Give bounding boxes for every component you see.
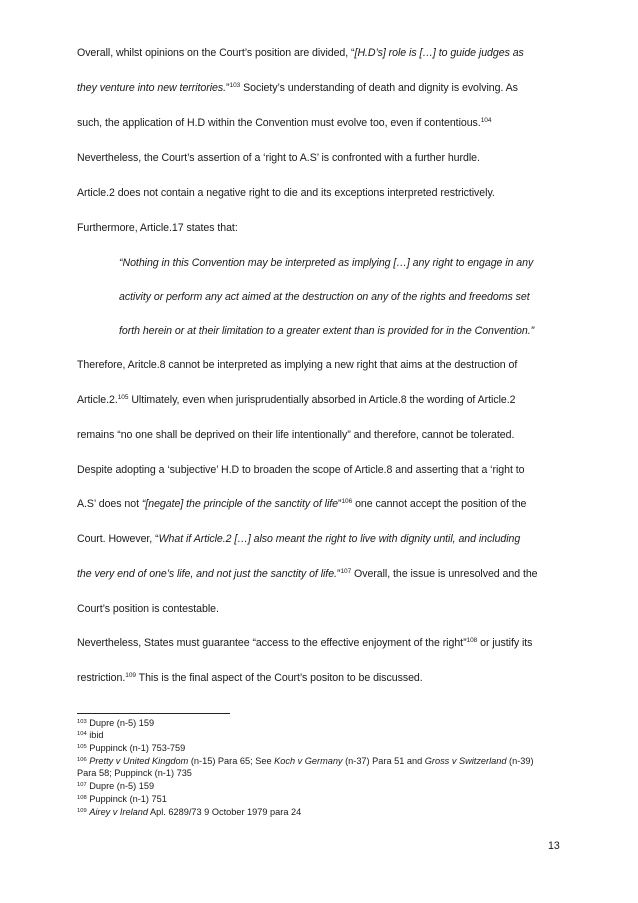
footnote-line: $^{109}$ Airey v Ireland Apl. 6289/73 9 October 1979 para 24 [77, 807, 302, 817]
footnote-marker: 106 [341, 498, 353, 505]
footnote-marker: 103 [77, 719, 87, 725]
body-line: Court. However, “What if Article.2 […] also meant the right to live with dignity until, and including [77, 533, 521, 545]
footnote-line: $^{106}$ Pretty v United Kingdom (n-15) Para 65; See Koch v Germany (n-37) Para 51 and Gross v Switzerland (n-39) [77, 756, 534, 766]
body-line: Court’s position is contestable. [77, 603, 219, 615]
footnote-line: $^{107}$ Dupre (n-5) 159 [77, 781, 155, 791]
body-line: restriction.$^{109}$ This is the final aspect of the Court’s positon to be discussed. [77, 672, 423, 684]
body-line: Overall, whilst opinions on the Court’s position are divided, “[H.D’s] role is […] to guide judges as [77, 47, 524, 59]
footnote-marker: 104 [77, 731, 87, 737]
body-line: Despite adopting a ‘subjective’ H.D to broaden the scope of Article.8 and asserting that a ‘right to [77, 464, 525, 476]
footnote-marker: 106 [77, 757, 87, 763]
footnote-marker: 109 [77, 808, 87, 814]
body-line: Nevertheless, the Court’s assertion of a ‘right to A.S’ is confronted with a further hurdle. [77, 152, 480, 164]
footnote-marker: 105 [117, 394, 129, 401]
footnote-marker: 107 [77, 782, 87, 788]
body-line: remains “no one shall be deprived on their life intentionally” and therefore, cannot be tolerated. [77, 429, 515, 441]
body-line: the very end of one’s life, and not just the sanctity of life.”$^{107}$ Overall, the issue is unresolved and the [77, 568, 538, 580]
quote-line: forth herein or at their limitation to a greater extent than is provided for in the Convention.” [119, 325, 535, 337]
body-line: such, the application of H.D within the Convention must evolve too, even if contentious.$^{104}$ [77, 117, 492, 129]
footnote-marker: 105 [77, 744, 87, 750]
footnote-marker: 107 [340, 568, 352, 575]
page-number: 13 [548, 840, 560, 852]
footnote-line: $^{105}$ Puppinck (n-1) 753-759 [77, 743, 186, 753]
body-line: Furthermore, Article.17 states that: [77, 222, 238, 234]
body-line: Article.2 does not contain a negative right to die and its exceptions interpreted restrictively. [77, 187, 495, 199]
footnote-line: $^{108}$ Puppinck (n-1) 751 [77, 794, 167, 804]
body-line: Therefore, Aritcle.8 cannot be interpreted as implying a new right that aims at the destruction of [77, 359, 518, 371]
footnote-marker: 103 [229, 82, 241, 89]
footnote-line: Para 58; Puppinck (n-1) 735 [77, 768, 192, 778]
footnote-separator [77, 713, 230, 714]
footnote-line: $^{103}$ Dupre (n-5) 159 [77, 718, 155, 728]
body-line: they venture into new territories.”$^{103}$ Society’s understanding of death and dignity is evolving. As [77, 82, 518, 94]
footnote-marker: 109 [125, 672, 136, 679]
quote-line: activity or perform any act aimed at the destruction on any of the rights and freedoms set [119, 291, 530, 303]
body-line: A.S’ does not “[negate] the principle of the sanctity of life”$^{106}$ one cannot accept the position of the [77, 498, 527, 510]
footnote-marker: 104 [480, 117, 492, 124]
body-line: Nevertheless, States must guarantee “access to the effective enjoyment of the right”$^{108}$ or justify its [77, 637, 533, 649]
footnote-marker: 108 [466, 637, 478, 644]
footnote-marker: 108 [77, 795, 87, 801]
footnote-line: $^{104}$ ibid [77, 730, 104, 740]
quote-line: “Nothing in this Convention may be interpreted as implying […] any right to engage in any [119, 257, 534, 269]
body-line: Article.2.$^{105}$ Ultimately, even when jurisprudentially absorbed in Article.8 the wording of Article.2 [77, 394, 516, 406]
